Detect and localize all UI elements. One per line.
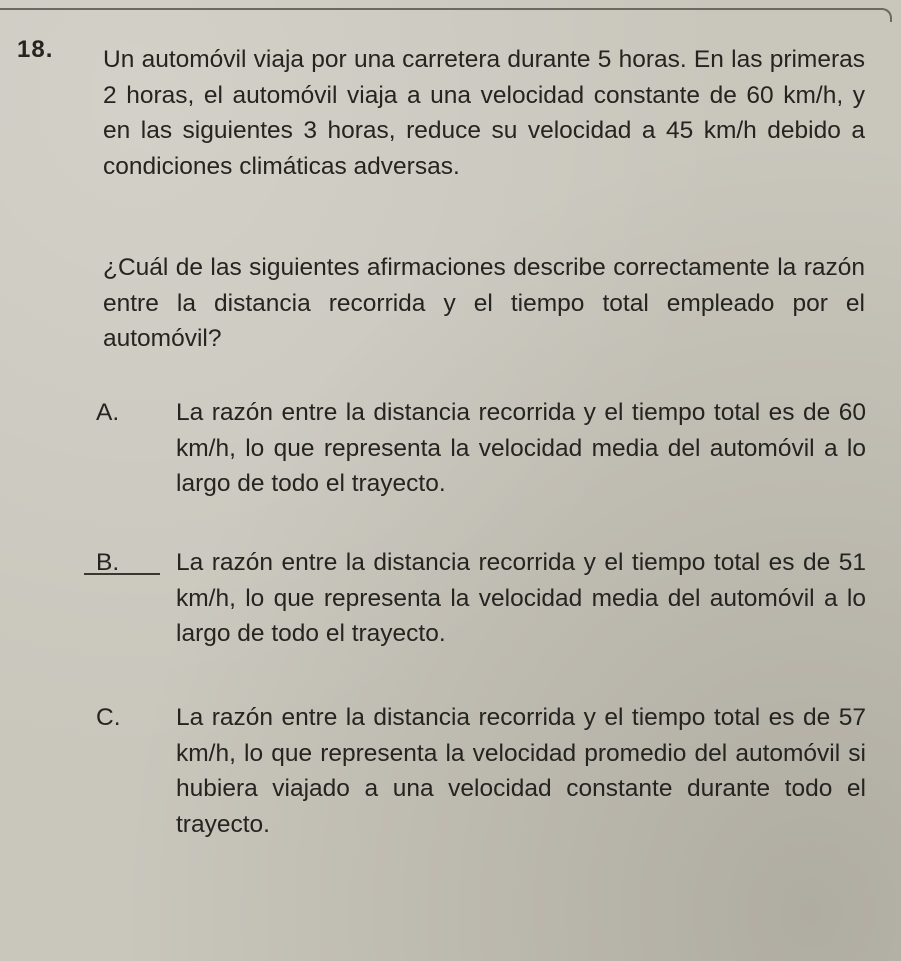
- option-a-text: La razón entre la distancia recorrida y el tiempo total es de 60 km/h, lo que representa la velocidad media del automóvil a lo largo de todo el trayecto.: [176, 399, 866, 497]
- option-b-letter: B.: [96, 549, 120, 576]
- top-border-line: [0, 8, 892, 22]
- option-b-underline-mark: [84, 573, 160, 575]
- option-b-text: La razón entre la distancia recorrida y el tiempo total es de 51 km/h, lo que representa la velocidad media del automóvil a lo largo de todo el trayecto.: [176, 549, 866, 647]
- question-number: 18.: [17, 36, 54, 63]
- option-c-text: La razón entre la distancia recorrida y el tiempo total es de 57 km/h, lo que representa la velocidad promedio del automóvil si hubiera viajado a una velocidad constante durante todo el trayecto.: [176, 704, 866, 838]
- question-prompt: ¿Cuál de las siguientes afirmaciones describe correctamente la razón entre la distancia recorrida y el tiempo total empleado por el automóvil?: [103, 254, 865, 352]
- option-a-letter: A.: [96, 399, 120, 426]
- question-stem: Un automóvil viaja por una carretera durante 5 horas. En las primeras 2 horas, el automóvil viaja a una velocidad constante de 60 km/h, y en las siguientes 3 horas, reduce su velocidad a 45 km/h debido a condiciones climáticas adversas.: [103, 46, 865, 180]
- option-c-letter: C.: [96, 704, 121, 731]
